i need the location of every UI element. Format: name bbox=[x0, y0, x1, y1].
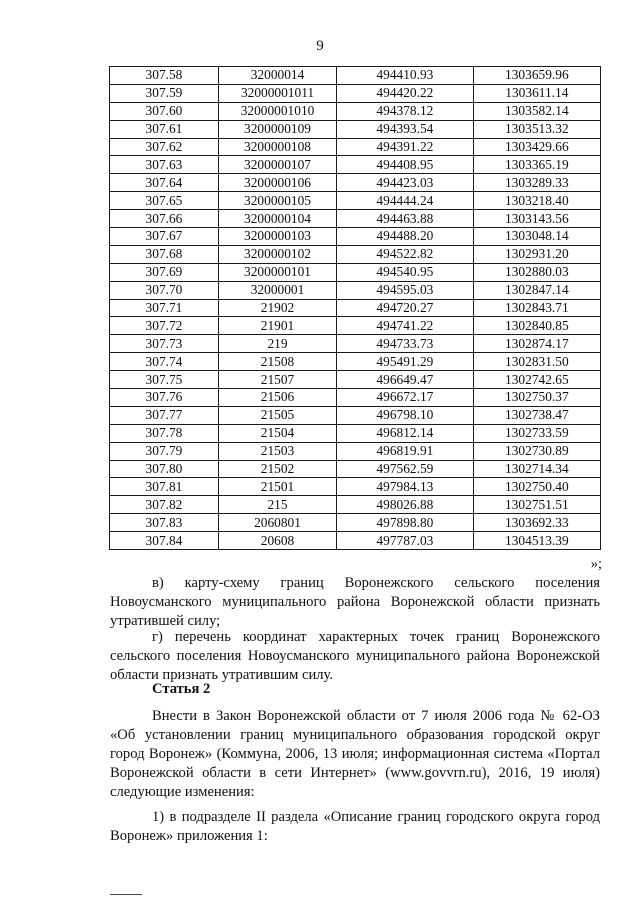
point-id-cell: 215 bbox=[218, 496, 336, 514]
point-id-cell: 2060801 bbox=[218, 514, 336, 532]
y-coordinate-cell: 1303218.40 bbox=[473, 192, 600, 210]
point-number-cell: 307.61 bbox=[110, 120, 219, 138]
footer-divider bbox=[110, 894, 142, 895]
x-coordinate-cell: 494733.73 bbox=[337, 335, 474, 353]
y-coordinate-cell: 1302751.51 bbox=[473, 496, 600, 514]
x-coordinate-cell: 494540.95 bbox=[337, 263, 474, 281]
table-row bbox=[110, 245, 601, 263]
point-id-cell: 3200000104 bbox=[218, 210, 336, 228]
coordinates-table-body bbox=[110, 67, 601, 550]
paragraph-item-1 bbox=[110, 808, 600, 846]
table-row bbox=[110, 228, 601, 246]
point-number-cell: 307.60 bbox=[110, 102, 219, 120]
y-coordinate-cell: 1302714.34 bbox=[473, 460, 600, 478]
x-coordinate-cell: 497984.13 bbox=[337, 478, 474, 496]
point-id-cell: 32000001 bbox=[218, 281, 336, 299]
x-coordinate-cell: 494391.22 bbox=[337, 138, 474, 156]
point-number-cell: 307.62 bbox=[110, 138, 219, 156]
point-number-cell: 307.72 bbox=[110, 317, 219, 335]
table-row bbox=[110, 102, 601, 120]
table-row bbox=[110, 84, 601, 102]
x-coordinate-cell: 494420.22 bbox=[337, 84, 474, 102]
point-id-cell: 21506 bbox=[218, 389, 336, 407]
x-coordinate-cell: 494408.95 bbox=[337, 156, 474, 174]
point-number-cell: 307.66 bbox=[110, 210, 219, 228]
table-row bbox=[110, 174, 601, 192]
x-coordinate-cell: 494378.12 bbox=[337, 102, 474, 120]
point-number-cell: 307.83 bbox=[110, 514, 219, 532]
x-coordinate-cell: 494463.88 bbox=[337, 210, 474, 228]
x-coordinate-cell: 496798.10 bbox=[337, 406, 474, 424]
table-row bbox=[110, 335, 601, 353]
point-id-cell: 21901 bbox=[218, 317, 336, 335]
x-coordinate-cell: 497787.03 bbox=[337, 532, 474, 550]
point-id-cell: 21503 bbox=[218, 442, 336, 460]
point-number-cell: 307.78 bbox=[110, 424, 219, 442]
point-id-cell: 32000001010 bbox=[218, 102, 336, 120]
x-coordinate-cell: 497562.59 bbox=[337, 460, 474, 478]
x-coordinate-cell: 494488.20 bbox=[337, 228, 474, 246]
y-coordinate-cell: 1303659.96 bbox=[473, 67, 600, 85]
x-coordinate-cell: 496649.47 bbox=[337, 371, 474, 389]
table-row bbox=[110, 192, 601, 210]
x-coordinate-cell: 498026.88 bbox=[337, 496, 474, 514]
table-row bbox=[110, 442, 601, 460]
point-number-cell: 307.80 bbox=[110, 460, 219, 478]
point-id-cell: 21508 bbox=[218, 353, 336, 371]
paragraph-item-g bbox=[110, 628, 600, 685]
x-coordinate-cell: 494393.54 bbox=[337, 120, 474, 138]
y-coordinate-cell: 1302843.71 bbox=[473, 299, 600, 317]
x-coordinate-cell: 496672.17 bbox=[337, 389, 474, 407]
point-id-cell: 21504 bbox=[218, 424, 336, 442]
y-coordinate-cell: 1302840.85 bbox=[473, 317, 600, 335]
point-number-cell: 307.75 bbox=[110, 371, 219, 389]
y-coordinate-cell: 1302730.89 bbox=[473, 442, 600, 460]
table-row bbox=[110, 389, 601, 407]
table-row bbox=[110, 299, 601, 317]
y-coordinate-cell: 1303692.33 bbox=[473, 514, 600, 532]
y-coordinate-cell: 1302750.40 bbox=[473, 478, 600, 496]
y-coordinate-cell: 1302847.14 bbox=[473, 281, 600, 299]
point-id-cell: 3200000109 bbox=[218, 120, 336, 138]
point-id-cell: 3200000103 bbox=[218, 228, 336, 246]
y-coordinate-cell: 1303365.19 bbox=[473, 156, 600, 174]
x-coordinate-cell: 494423.03 bbox=[337, 174, 474, 192]
x-coordinate-cell: 496819.91 bbox=[337, 442, 474, 460]
y-coordinate-cell: 1302750.37 bbox=[473, 389, 600, 407]
point-number-cell: 307.69 bbox=[110, 263, 219, 281]
point-number-cell: 307.81 bbox=[110, 478, 219, 496]
table-closing-quote: »; bbox=[590, 556, 602, 572]
y-coordinate-cell: 1303048.14 bbox=[473, 228, 600, 246]
x-coordinate-cell: 496812.14 bbox=[337, 424, 474, 442]
point-number-cell: 307.73 bbox=[110, 335, 219, 353]
y-coordinate-cell: 1302742.65 bbox=[473, 371, 600, 389]
y-coordinate-cell: 1302874.17 bbox=[473, 335, 600, 353]
table-row bbox=[110, 120, 601, 138]
point-id-cell: 21501 bbox=[218, 478, 336, 496]
y-coordinate-cell: 1302733.59 bbox=[473, 424, 600, 442]
point-id-cell: 3200000106 bbox=[218, 174, 336, 192]
table-row bbox=[110, 424, 601, 442]
point-id-cell: 3200000108 bbox=[218, 138, 336, 156]
point-number-cell: 307.76 bbox=[110, 389, 219, 407]
point-number-cell: 307.84 bbox=[110, 532, 219, 550]
point-number-cell: 307.67 bbox=[110, 228, 219, 246]
table-row bbox=[110, 317, 601, 335]
y-coordinate-cell: 1303513.32 bbox=[473, 120, 600, 138]
table-row bbox=[110, 478, 601, 496]
table-row bbox=[110, 460, 601, 478]
point-id-cell: 21502 bbox=[218, 460, 336, 478]
x-coordinate-cell: 494720.27 bbox=[337, 299, 474, 317]
y-coordinate-cell: 1303582.14 bbox=[473, 102, 600, 120]
y-coordinate-cell: 1302738.47 bbox=[473, 406, 600, 424]
y-coordinate-cell: 1303611.14 bbox=[473, 84, 600, 102]
x-coordinate-cell: 494741.22 bbox=[337, 317, 474, 335]
x-coordinate-cell: 494410.93 bbox=[337, 67, 474, 85]
paragraph-item-1-text: 1) в подразделе II раздела «Описание границ городского округа город Воронеж» приложения 1: bbox=[110, 809, 600, 844]
point-number-cell: 307.71 bbox=[110, 299, 219, 317]
point-number-cell: 307.68 bbox=[110, 245, 219, 263]
table-row bbox=[110, 263, 601, 281]
coordinates-table bbox=[109, 66, 601, 550]
table-row bbox=[110, 371, 601, 389]
point-id-cell: 3200000101 bbox=[218, 263, 336, 281]
point-number-cell: 307.64 bbox=[110, 174, 219, 192]
y-coordinate-cell: 1302831.50 bbox=[473, 353, 600, 371]
table-row bbox=[110, 210, 601, 228]
x-coordinate-cell: 495491.29 bbox=[337, 353, 474, 371]
x-coordinate-cell: 494595.03 bbox=[337, 281, 474, 299]
point-number-cell: 307.58 bbox=[110, 67, 219, 85]
table-row bbox=[110, 406, 601, 424]
y-coordinate-cell: 1303143.56 bbox=[473, 210, 600, 228]
x-coordinate-cell: 494444.24 bbox=[337, 192, 474, 210]
table-row bbox=[110, 281, 601, 299]
table-row bbox=[110, 156, 601, 174]
point-id-cell: 3200000105 bbox=[218, 192, 336, 210]
paragraph-item-v-text: в) карту-схему границ Воронежского сельского поселения Новоусманского муниципального района Воронежской области признать утратившей силу; bbox=[110, 575, 600, 629]
table-row bbox=[110, 138, 601, 156]
point-number-cell: 307.65 bbox=[110, 192, 219, 210]
point-id-cell: 20608 bbox=[218, 532, 336, 550]
paragraph-article-text bbox=[110, 707, 600, 802]
point-number-cell: 307.70 bbox=[110, 281, 219, 299]
point-id-cell: 21902 bbox=[218, 299, 336, 317]
table-row bbox=[110, 353, 601, 371]
point-id-cell: 3200000102 bbox=[218, 245, 336, 263]
x-coordinate-cell: 494522.82 bbox=[337, 245, 474, 263]
article-heading: Статья 2 bbox=[152, 681, 211, 697]
y-coordinate-cell: 1303289.33 bbox=[473, 174, 600, 192]
y-coordinate-cell: 1304513.39 bbox=[473, 532, 600, 550]
y-coordinate-cell: 1302931.20 bbox=[473, 245, 600, 263]
point-id-cell: 3200000107 bbox=[218, 156, 336, 174]
paragraph-article-text-content: Внести в Закон Воронежской области от 7 июля 2006 года № 62-ОЗ «Об установлении границ муниципального образования городской округ город Воронеж» (Коммуна, 2006, 13 июля; информационная система «Портал Воронежской области в сети Интернет» (www.govvrn.ru), 2016, 19 июля) следующие изменения: bbox=[110, 708, 600, 800]
point-number-cell: 307.74 bbox=[110, 353, 219, 371]
table-row bbox=[110, 532, 601, 550]
page-number: 9 bbox=[316, 38, 324, 54]
point-id-cell: 21505 bbox=[218, 406, 336, 424]
point-id-cell: 219 bbox=[218, 335, 336, 353]
table-row bbox=[110, 496, 601, 514]
paragraph-item-g-text: г) перечень координат характерных точек границ Воронежского сельского поселения Новоусманского муниципального района Воронежской области признать утратившим силу. bbox=[110, 629, 600, 683]
x-coordinate-cell: 497898.80 bbox=[337, 514, 474, 532]
table-row bbox=[110, 514, 601, 532]
point-number-cell: 307.59 bbox=[110, 84, 219, 102]
point-number-cell: 307.79 bbox=[110, 442, 219, 460]
y-coordinate-cell: 1302880.03 bbox=[473, 263, 600, 281]
point-id-cell: 21507 bbox=[218, 371, 336, 389]
point-number-cell: 307.63 bbox=[110, 156, 219, 174]
paragraph-item-v bbox=[110, 574, 600, 631]
point-id-cell: 32000014 bbox=[218, 67, 336, 85]
point-number-cell: 307.77 bbox=[110, 406, 219, 424]
point-number-cell: 307.82 bbox=[110, 496, 219, 514]
y-coordinate-cell: 1303429.66 bbox=[473, 138, 600, 156]
table-row bbox=[110, 67, 601, 85]
point-id-cell: 32000001011 bbox=[218, 84, 336, 102]
